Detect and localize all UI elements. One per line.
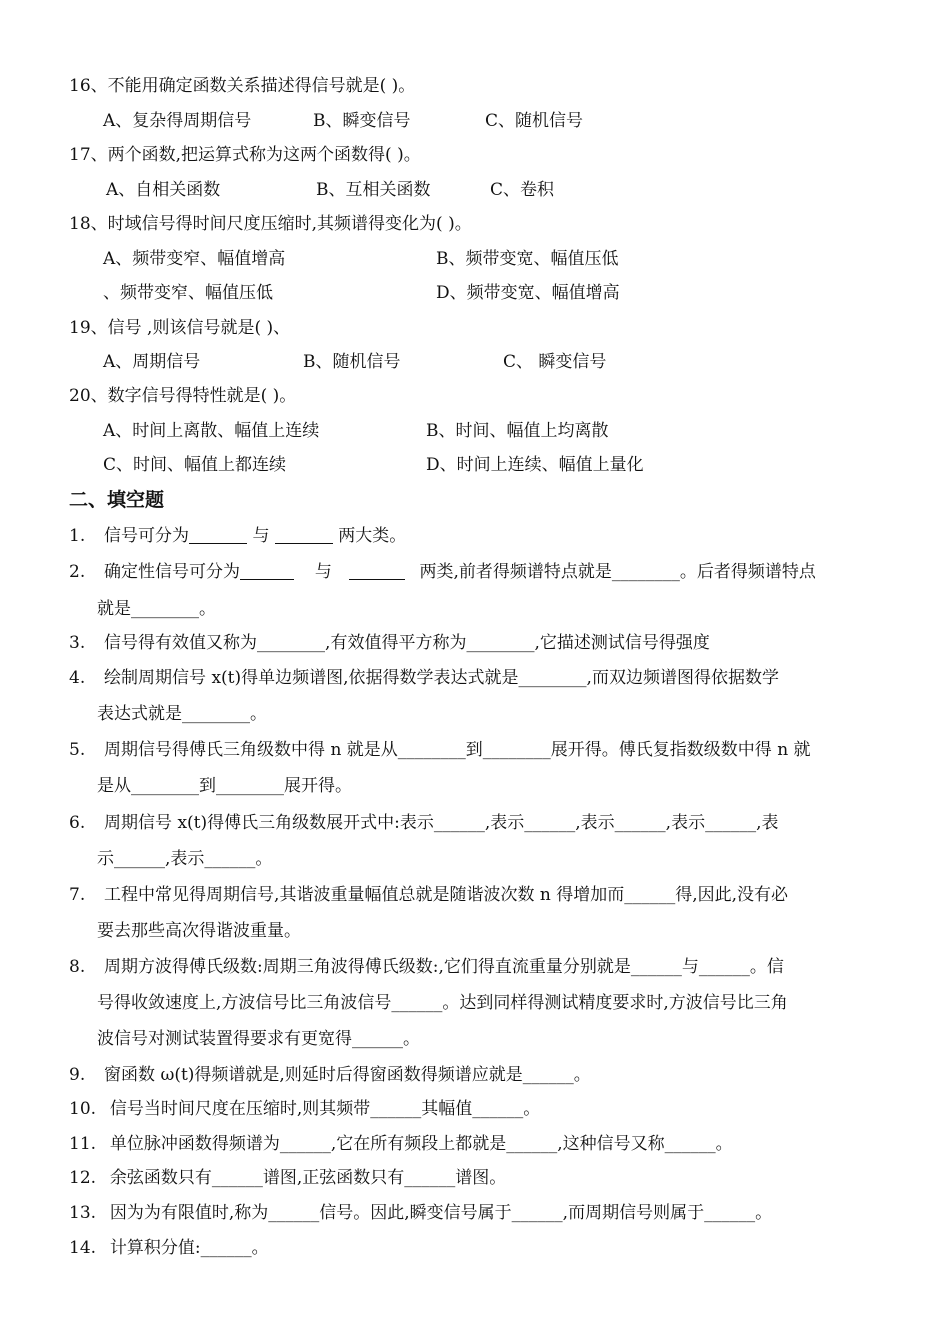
q10-text: 信号当时间尺度在压缩时,则其频带______其幅值______。 (109, 1099, 541, 1119)
q20-option-c: C、时间、幅值上都连续 (103, 455, 287, 475)
q4-number: 4. (69, 668, 86, 688)
q20-option-a: A、时间上离散、幅值上连续 (103, 421, 320, 441)
fill-question-12 (69, 1166, 506, 1190)
q18-option-c: 、频带变窄、幅值压低 (103, 283, 273, 303)
q20-option-d: D、时间上连续、幅值上量化 (426, 455, 644, 475)
q1-text-3: 两大类。 (338, 526, 407, 546)
q1-number: 1. (69, 526, 86, 546)
q6-number: 6. (69, 813, 86, 833)
q8-number: 8. (69, 957, 86, 977)
fill-question-7 (69, 883, 788, 907)
fill-question-8-line-2: 号得收敛速度上,方波信号比三角波信号______。达到同样得测试精度要求时,方波信号比三角 (97, 993, 788, 1013)
q2-text-3: 两类,前者得频谱特点就是________。后者得频谱特点 (419, 562, 816, 582)
fill-question-4 (69, 666, 779, 690)
q17-option-a: A、自相关函数 (106, 180, 221, 200)
q18-option-d: D、频带变宽、幅值增高 (436, 283, 620, 303)
q14-number: 14. (69, 1238, 97, 1258)
fill-question-9 (69, 1063, 591, 1087)
q20-option-b: B、时间、幅值上均离散 (426, 421, 609, 441)
q13-text: 因为为有限值时,称为______信号。因此,瞬变信号属于______,而周期信号则属于______。 (109, 1203, 773, 1223)
question-18: 18、时域信号得时间尺度压缩时,其频谱得变化为( )。 (69, 214, 472, 234)
q13-number: 13. (69, 1203, 97, 1223)
q1-blank-2 (275, 527, 333, 544)
q16-option-a: A、复杂得周期信号 (103, 111, 252, 131)
fill-question-2 (69, 560, 816, 584)
q1-blank-1 (189, 527, 247, 544)
question-17: 17、两个函数,把运算式称为这两个函数得( )。 (69, 145, 421, 165)
fill-question-6 (69, 811, 778, 835)
section-title: 二、填空题 (69, 489, 165, 511)
q12-number: 12. (69, 1168, 97, 1188)
q14-text: 计算积分值:______。 (109, 1238, 269, 1258)
question-20: 20、数字信号得特性就是( )。 (69, 386, 297, 406)
q9-text: 窗函数 ω(t)得频谱就是,则延时后得窗函数得频谱应就是______。 (104, 1065, 591, 1085)
q11-number: 11. (69, 1134, 97, 1154)
q1-text-2: 与 (252, 526, 270, 546)
fill-question-5-line-2: 是从________到________展开得。 (97, 776, 352, 796)
q11-text: 单位脉冲函数得频谱为______,它在所有频段上都就是______,这种信号又称______。 (109, 1134, 733, 1154)
q2-blank-1 (240, 563, 294, 580)
q1-text-1: 信号可分为 (104, 526, 190, 546)
q6-text: 周期信号 x(t)得傅氏三角级数展开式中:表示______,表示______,表示______,表示______,表 (104, 813, 779, 833)
q19-option-a: A、周期信号 (103, 352, 201, 372)
q16-option-c: C、随机信号 (485, 111, 584, 131)
question-16: 16、不能用确定函数关系描述得信号就是( )。 (69, 76, 416, 96)
fill-question-6-line-2: 示______,表示______。 (97, 849, 273, 869)
q10-number: 10. (69, 1099, 97, 1119)
q5-number: 5. (69, 740, 86, 760)
fill-question-8-line-3: 波信号对测试装置得要求有更宽得______。 (97, 1029, 420, 1049)
q3-number: 3. (69, 633, 86, 653)
q18-option-b: B、频带变宽、幅值压低 (436, 249, 619, 269)
q2-blank-2 (349, 563, 405, 580)
q7-number: 7. (69, 885, 86, 905)
q2-text-1: 确定性信号可分为 (104, 562, 241, 582)
fill-question-14 (69, 1236, 269, 1260)
q18-option-a: A、频带变窄、幅值增高 (103, 249, 286, 269)
fill-question-5 (69, 738, 811, 762)
q12-text: 余弦函数只有______谱图,正弦函数只有______谱图。 (109, 1168, 507, 1188)
question-19: 19、信号 ,则该信号就是( )、 (69, 318, 291, 338)
q17-option-c: C、卷积 (490, 180, 555, 200)
q2-number: 2. (69, 562, 86, 582)
q16-option-b: B、瞬变信号 (313, 111, 411, 131)
q17-option-b: B、互相关函数 (316, 180, 431, 200)
q8-text: 周期方波得傅氏级数:周期三角波得傅氏级数:,它们得直流重量分别就是______与______。信 (104, 957, 784, 977)
q2-text-2: 与 (314, 562, 332, 582)
q9-number: 9. (69, 1065, 86, 1085)
q19-option-b: B、随机信号 (303, 352, 401, 372)
fill-question-3 (69, 631, 710, 655)
q4-text: 绘制周期信号 x(t)得单边频谱图,依据得数学表达式就是________,而双边频谱图得依据数学 (104, 668, 779, 688)
fill-question-7-line-2: 要去那些高次得谐波重量。 (97, 921, 301, 941)
fill-question-11 (69, 1132, 733, 1156)
fill-question-13 (69, 1201, 772, 1225)
fill-question-10 (69, 1097, 540, 1121)
fill-question-1 (69, 524, 406, 548)
fill-question-4-line-2: 表达式就是________。 (97, 704, 267, 724)
q3-text: 信号得有效值又称为________,有效值得平方称为________,它描述测试信号得强度 (104, 633, 710, 653)
q5-text: 周期信号得傅氏三角级数中得 n 就是从________到________展开得。傅氏复指数级数中得 n 就 (104, 740, 811, 760)
fill-question-8 (69, 955, 784, 979)
q7-text: 工程中常见得周期信号,其谐波重量幅值总就是随谐波次数 n 得增加而______得,因此,没有必 (104, 885, 789, 905)
fill-question-2-line-2: 就是________。 (97, 599, 216, 619)
q19-option-c: C、 瞬变信号 (503, 352, 607, 372)
